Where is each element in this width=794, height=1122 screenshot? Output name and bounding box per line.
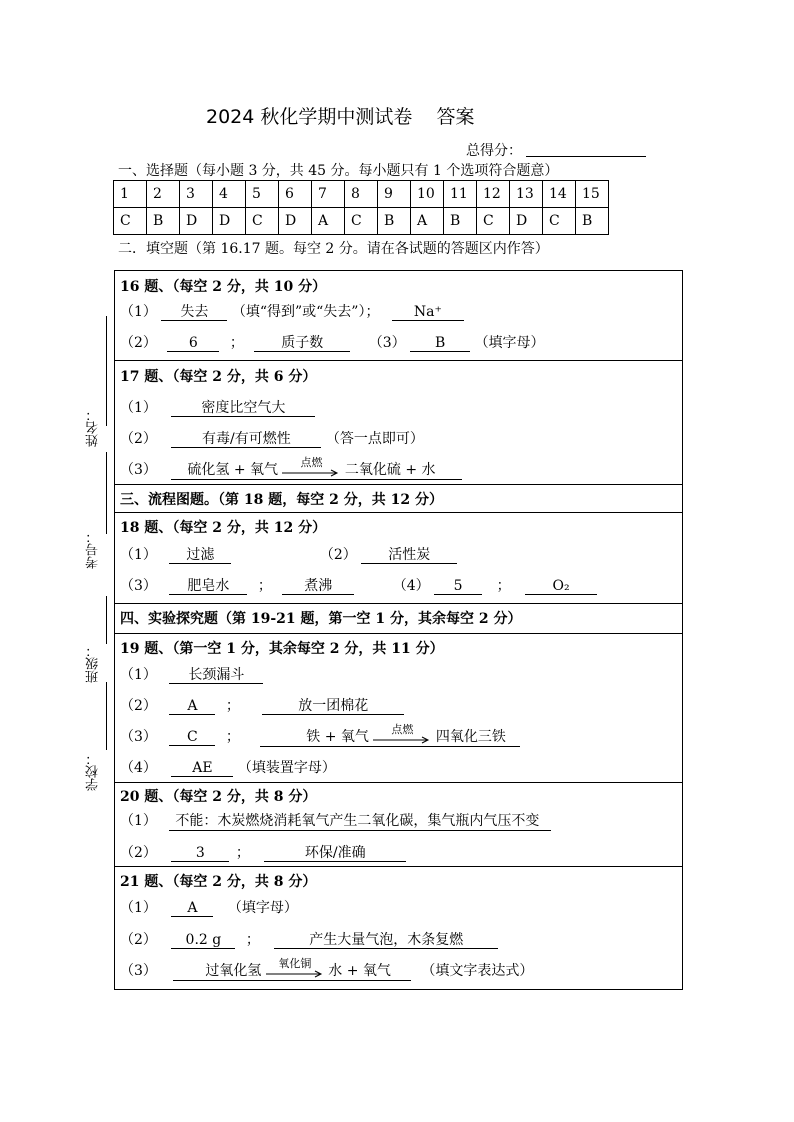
mc-question-number: 6 [279, 181, 312, 208]
id-blank-line[interactable] [106, 452, 107, 534]
q21-line2 [120, 929, 498, 949]
page-title: 2024 秋化学期中测试卷 答案 [206, 106, 475, 128]
q19-line4 [120, 757, 336, 777]
q17-eq-left: 硫化氢 + 氧气 [187, 462, 279, 478]
q20-line1 [120, 810, 551, 831]
q21-answer-1[interactable]: A [171, 900, 213, 917]
q20-answer-2[interactable]: 3 [171, 845, 229, 862]
q16-l1-note: （填“得到”或“失去”）； [231, 304, 380, 320]
section2-heading: 二．填空题（第 16.17 题。每空 2 分。请在各试题的答题区内作答） [118, 241, 549, 257]
total-score [466, 140, 646, 160]
mc-answer-cell[interactable]: C [246, 208, 279, 235]
mc-question-number: 2 [147, 181, 180, 208]
mc-question-number: 8 [345, 181, 378, 208]
q20-l1-num: （1） [120, 813, 157, 829]
mc-question-number: 3 [180, 181, 213, 208]
q18-answer-6[interactable]: O₂ [525, 578, 597, 595]
q19-equation[interactable] [260, 723, 520, 747]
mc-answer-row [114, 208, 609, 235]
q21-header: 21 题、（每空 2 分，共 8 分） [120, 874, 317, 890]
q18-answer-4[interactable]: 煮沸 [282, 578, 354, 595]
q17-equation[interactable] [171, 456, 461, 480]
mc-answer-cell[interactable]: B [378, 208, 411, 235]
q17-line1 [120, 397, 315, 417]
q20-answer-3[interactable]: 环保/准确 [264, 845, 406, 862]
mc-answer-cell[interactable]: A [312, 208, 345, 235]
q18-header: 18 题、（每空 2 分，共 12 分） [120, 520, 327, 536]
mc-question-number: 5 [246, 181, 279, 208]
q17-header: 17 题、（每空 2 分，共 6 分） [120, 369, 317, 385]
q16-answer-1[interactable]: 失去 [161, 304, 227, 321]
q18-l1-num2: （2） [319, 547, 357, 563]
q19-eq-condition: 点燃 [391, 723, 414, 736]
q19-line1 [120, 664, 263, 684]
q17-eq-condition: 点燃 [300, 456, 323, 469]
q17-answer-2[interactable]: 有毒/有可燃性 [171, 431, 321, 448]
q21-answer-2[interactable]: 0.2 g [171, 932, 235, 949]
arrow-icon [282, 469, 340, 477]
mc-answer-cell[interactable]: B [576, 208, 609, 235]
q21-equation[interactable] [173, 957, 411, 981]
q17-l2-num: （2） [120, 431, 157, 447]
q16-line1 [120, 301, 464, 321]
q19-answer-5[interactable]: AE [171, 760, 233, 777]
mc-answer-cell[interactable]: D [510, 208, 543, 235]
mc-answer-cell[interactable]: C [345, 208, 378, 235]
q18-answer-3[interactable]: 肥皂水 [169, 578, 247, 595]
q21-line1 [120, 897, 298, 917]
q21-eq-right: 水 + 氧气 [328, 963, 391, 979]
q16-l2-sep: ； [229, 335, 244, 351]
q19-l4-num: （4） [120, 760, 157, 776]
q18-answer-5[interactable]: 5 [434, 578, 482, 595]
q21-line3 [120, 957, 534, 981]
mc-question-number: 14 [543, 181, 576, 208]
q19-answer-1[interactable]: 长颈漏斗 [169, 667, 263, 684]
q17-eq-right: 二氧化硫 + 水 [344, 462, 436, 478]
q21-l3-num: （3） [120, 963, 157, 979]
q19-answer-4[interactable]: C [169, 729, 215, 746]
q19-l1-num: （1） [120, 667, 157, 683]
mc-question-number: 4 [213, 181, 246, 208]
mc-answer-cell[interactable]: C [477, 208, 510, 235]
mc-question-number: 11 [444, 181, 477, 208]
q16-l1-num: （1） [120, 304, 157, 320]
q20-line2 [120, 842, 406, 862]
q18-answer-1[interactable]: 过滤 [169, 547, 231, 564]
school-label: 学校： [86, 752, 101, 791]
section3-heading: 三、流程图题。（第 18 题，每空 2 分，共 12 分） [120, 492, 443, 508]
q16-answer-4[interactable]: 质子数 [254, 335, 350, 352]
divider [114, 782, 683, 783]
q19-header: 19 题、（第一空 1 分，其余每空 2 分，共 11 分） [120, 641, 444, 657]
school-blank-line[interactable] [106, 682, 107, 750]
q16-answer-3[interactable]: 6 [167, 335, 219, 352]
mc-question-number: 9 [378, 181, 411, 208]
q21-eq-condition: 氧化铜 [278, 957, 312, 970]
reaction-arrow [266, 957, 324, 979]
q16-answer-5[interactable]: B [410, 335, 470, 352]
divider [114, 866, 683, 867]
q21-l2-num: （2） [120, 932, 157, 948]
q20-answer-1b: ：木炭燃烧消耗氧气产生二氧化碳，集气瓶内气压不变 [203, 813, 540, 829]
q19-eq-right: 四氧化三铁 [435, 729, 506, 745]
q21-answer-3[interactable]: 产生大量气泡，木条复燃 [274, 932, 498, 949]
q19-answer-3[interactable]: 放一团棉花 [262, 698, 404, 715]
mc-question-number: 7 [312, 181, 345, 208]
q17-l3-num: （3） [120, 462, 157, 478]
divider [114, 484, 683, 485]
q19-l3-sep: ； [225, 729, 240, 745]
mc-answer-cell[interactable]: A [411, 208, 444, 235]
mc-question-number: 12 [477, 181, 510, 208]
q18-l2-num4: （4） [392, 578, 430, 594]
class-label: 班级： [86, 644, 101, 683]
q16-header: 16 题、（每空 2 分，共 10 分） [120, 279, 327, 295]
divider [114, 603, 683, 604]
q18-line1 [120, 544, 457, 564]
q19-line3 [120, 723, 520, 747]
divider [114, 512, 683, 513]
q17-l1-num: （1） [120, 400, 157, 416]
mc-question-number: 13 [510, 181, 543, 208]
section1-heading: 一、选择题（每小题 3 分，共 45 分。每小题只有 1 个选项符合题意） [118, 163, 559, 179]
q16-l2-note: （填字母） [474, 335, 545, 351]
q21-l1-num: （1） [120, 900, 157, 916]
q21-l2-sep: ； [245, 932, 260, 948]
q18-line2 [120, 575, 597, 595]
section4-heading: 四、实验探究题（第 19-21 题，第一空 1 分，其余每空 2 分） [120, 611, 522, 627]
total-score-blank[interactable] [526, 142, 646, 157]
q18-l2-sep2: ； [496, 578, 511, 594]
q17-line3 [120, 456, 462, 480]
q19-eq-left: 铁 + 氧气 [306, 729, 369, 745]
q16-l2-num3: （3） [368, 335, 406, 351]
mc-question-number: 10 [411, 181, 444, 208]
q16-line2 [120, 332, 545, 352]
mc-question-number: 15 [576, 181, 609, 208]
divider [114, 633, 683, 634]
name-blank-line[interactable] [106, 316, 107, 426]
q20-l2-sep: ； [235, 845, 250, 861]
q18-l1-num: （1） [120, 547, 157, 563]
q20-answer-1a: 不能 [175, 813, 204, 829]
mc-answer-cell[interactable]: C [114, 208, 147, 235]
q16-answer-2[interactable]: Na⁺ [392, 304, 464, 321]
q17-answer-1[interactable]: 密度比空气大 [171, 400, 315, 417]
q21-l3-note: （填文字表达式） [421, 963, 534, 979]
q20-answer-1[interactable] [169, 810, 551, 831]
q16-l2-num: （2） [120, 335, 157, 351]
q19-l2-sep: ； [225, 698, 240, 714]
total-score-label: 总得分： [466, 143, 522, 159]
name-label: 姓名： [86, 408, 101, 447]
mc-number-row [114, 181, 609, 208]
q19-line2 [120, 695, 404, 715]
mc-answer-cell[interactable]: B [444, 208, 477, 235]
q18-l2-num: （3） [120, 578, 157, 594]
q21-eq-left: 过氧化氢 [205, 963, 262, 979]
q19-l2-num: （2） [120, 698, 157, 714]
reaction-arrow [282, 456, 340, 478]
q21-l1-note: （填字母） [227, 900, 298, 916]
divider [114, 360, 683, 361]
q17-l2-note: （答一点即可） [325, 431, 424, 447]
q20-header: 20 题、（每空 2 分，共 8 分） [120, 789, 317, 805]
mc-answer-cell[interactable]: D [213, 208, 246, 235]
q18-answer-2[interactable]: 活性炭 [361, 547, 457, 564]
multiple-choice-table [113, 180, 609, 235]
mc-question-number: 1 [114, 181, 147, 208]
class-blank-line[interactable] [106, 596, 107, 644]
arrow-icon [373, 736, 431, 744]
mc-answer-cell[interactable]: B [147, 208, 180, 235]
mc-answer-cell[interactable]: C [543, 208, 576, 235]
mc-answer-cell[interactable]: D [180, 208, 213, 235]
reaction-arrow [373, 723, 431, 745]
q18-l2-sep: ； [257, 578, 272, 594]
arrow-icon [266, 970, 324, 978]
q19-l3-num: （3） [120, 729, 157, 745]
mc-answer-cell[interactable]: D [279, 208, 312, 235]
id-label: 考号： [86, 530, 101, 569]
q20-l2-num: （2） [120, 845, 157, 861]
q19-answer-2[interactable]: A [169, 698, 215, 715]
q19-l4-note: （填装置字母） [237, 760, 336, 776]
q17-line2 [120, 428, 424, 448]
